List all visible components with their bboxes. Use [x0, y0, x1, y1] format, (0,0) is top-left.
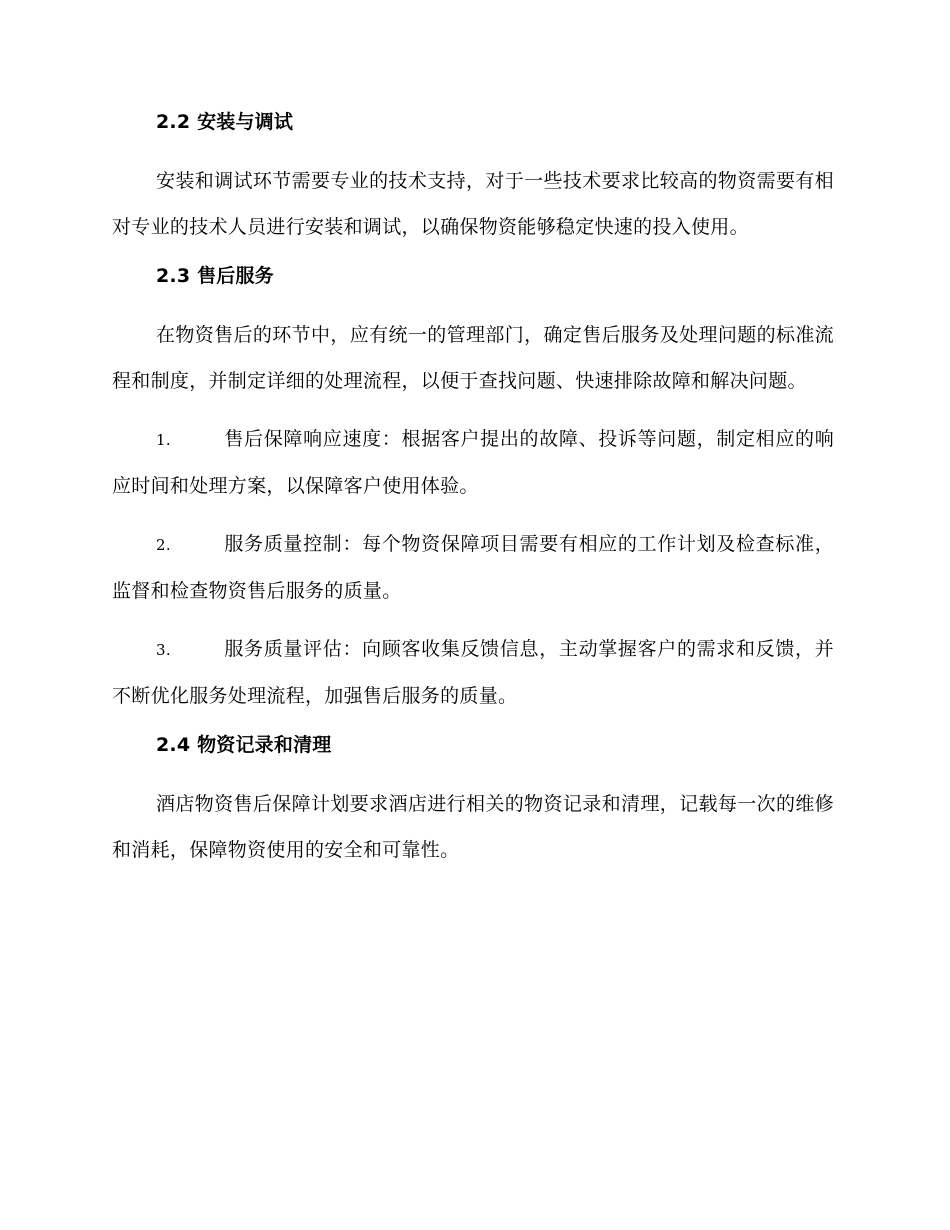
list-item — [112, 626, 834, 719]
section-heading: 2.3 售后服务 — [156, 265, 274, 287]
list-item-number: 3. — [156, 641, 171, 659]
numbered-list — [112, 416, 834, 719]
list-item — [112, 521, 834, 614]
section-paragraph: 安装和调试环节需要专业的技术支持，对于一些技术要求比较高的物资需要有相对专业的技术人员进行安装和调试，以确保物资能够稳定快速的投入使用。 — [112, 170, 834, 238]
section-paragraph: 在物资售后的环节中，应有统一的管理部门，确定售后服务及处理问题的标准流程和制度，并制定详细的处理流程，以便于查找问题、快速排除故障和解决问题。 — [112, 324, 834, 392]
list-item — [112, 416, 834, 509]
list-item-number: 2. — [156, 536, 171, 554]
section-2-4 — [112, 731, 834, 873]
section-heading: 2.2 安装与调试 — [156, 111, 294, 133]
list-item-text: 服务质量控制：每个物资保障项目需要有相应的工作计划及检查标准，监督和检查物资售后服务的质量。 — [112, 533, 834, 602]
list-item-number: 1. — [156, 431, 171, 449]
section-heading: 2.4 物资记录和清理 — [156, 734, 332, 756]
section-2-3 — [112, 262, 834, 719]
document-page — [112, 108, 834, 885]
list-item-text: 售后保障响应速度：根据客户提出的故障、投诉等问题，制定相应的响应时间和处理方案，以保障客户使用体验。 — [112, 428, 834, 497]
section-2-2 — [112, 108, 834, 250]
list-item-text: 服务质量评估：向顾客收集反馈信息，主动掌握客户的需求和反馈，并不断优化服务处理流程，加强售后服务的质量。 — [112, 638, 834, 707]
section-paragraph: 酒店物资售后保障计划要求酒店进行相关的物资记录和清理，记载每一次的维修和消耗，保障物资使用的安全和可靠性。 — [112, 793, 834, 861]
